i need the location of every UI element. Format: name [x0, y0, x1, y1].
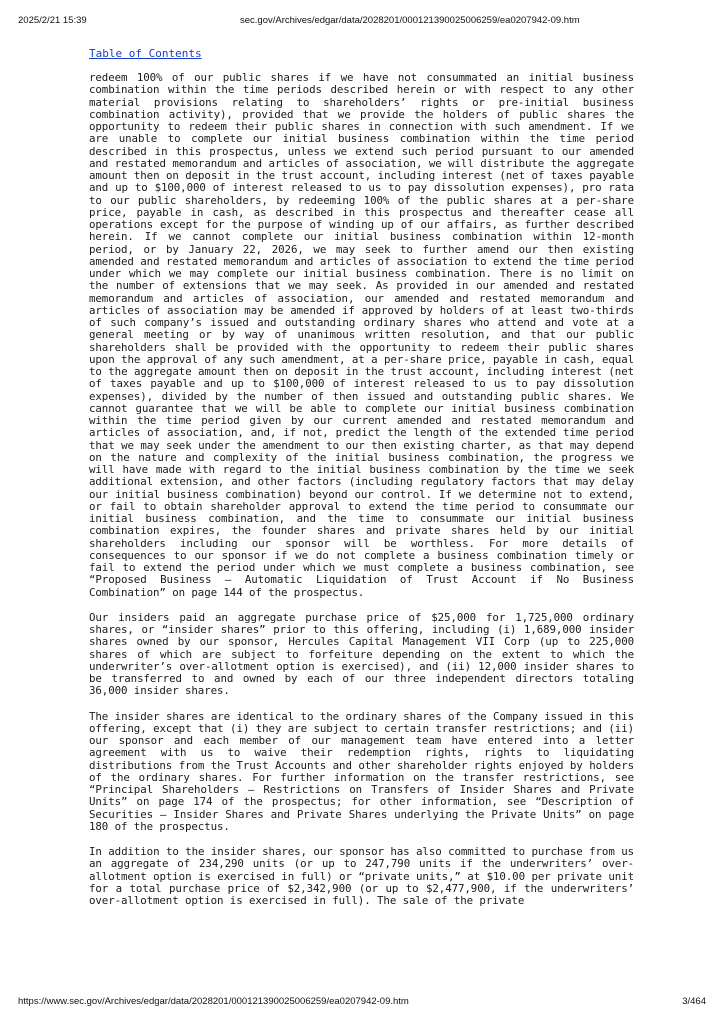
print-header-url: sec.gov/Archives/edgar/data/2028201/000121390025006259/ea0207942-09.htm	[240, 15, 580, 26]
paragraph-insider-purchase: Our insiders paid an aggregate purchase price of $25,000 for 1,725,000 ordinary shares, or “insider shares” prior to this offering, including (i) 1,689,000 insider shares owned by our sponsor, Hercules Capital Management VII Corp (up to 225,000 shares of which are subject to forfeiture depending on the extent to which the underwriter’s over-allotment option is exercised), and (ii) 12,000 insider shares to be transferred to and owned by each of our three independent directors totaling 36,000 insider shares.	[89, 610, 634, 698]
paragraph-redemption: redeem 100% of our public shares if we have not consummated an initial business combination within the time periods described herein or with respect to any other material provisions relating to shareholders’ rights or pre-initial business combination activity), provided that we provide the holders of public shares the opportunity to redeem their public shares in connection with such amendment. If we are unable to complete our initial business combination within the time period described in this prospectus, unless we extend such period pursuant to our amended and restated memorandum and articles of association, we will distribute the aggregate amount then on deposit in the trust account, including interest (net of taxes payable and up to $100,000 of interest released to us to pay dissolution expenses), pro rata to our public shareholders, by redeeming 100% of the public shares at a per-share price, payable in cash, as described in this prospectus and thereafter cease all operations except for the purpose of winding up of our affairs, as further described herein. If we cannot complete our initial business combination within 12-month period, or by January 22, 2026, we may seek to further amend our then existing amended and restated memorandum and articles of association to extend the time period under which we may complete our initial business combination. There is no limit on the number of extensions that we may seek. As provided in our amended and restated memorandum and articles of association, our amended and restated memorandum and articles of association may be amended if approved by holders of at least two-thirds of such company’s issued and outstanding ordinary shares who attend and vote at a general meeting or by way of unanimous written resolution, and that our public shareholders shall be provided with the opportunity to redeem their public shares upon the approval of any such amendment, at a per-share price, payable in cash, equal to the aggregate amount then on deposit in the trust account, including interest (net of taxes payable and up to $100,000 of interest released to us to pay dissolution expenses), divided by the number of then issued and outstanding public shares. We cannot guarantee that we will be able to complete our initial business combination within the time period given by our current amended and restated memorandum and articles of association, and, if not, predict the length of the extended time period that we may seek under the amendment to our then existing charter, as that may depend on the nature and complexity of the initial business combination, the progress we will have made with regard to the initial business combination by the time we seek additional extension, and other factors (including regulatory factors that may delay our initial business combination) beyond our control. If we determine not to extend, or fail to obtain shareholder approval to extend the time period to consummate our initial business combination, and the time to consummate our initial business combination expires, the founder shares and private shares held by our initial shareholders including our sponsor will be worthless. For more details of consequences to our sponsor if we do not complete a business combination timely or fail to extend the period under which we must complete a business combination, see “Proposed Business — Automatic Liquidation of Trust Account if No Business Combination” on page 144 of the prospectus.	[89, 71, 634, 599]
print-header	[18, 15, 706, 26]
print-footer-url: https://www.sec.gov/Archives/edgar/data/2028201/000121390025006259/ea0207942-09.htm	[18, 996, 409, 1007]
print-footer	[18, 996, 706, 1007]
document-body	[89, 42, 634, 920]
paragraph-private-units: In addition to the insider shares, our sponsor has also committed to purchase from us an aggregate of 234,290 units (or up to 247,790 units if the underwriters’ over-allotment option is exercised in full) or “private units,” at $10.00 per private unit for a total purchase price of $2,342,900 (or up to $2,477,900, if the underwriters’ over-allotment option is exercised in full). The sale of the private	[89, 845, 634, 907]
paragraph-insider-shares: The insider shares are identical to the ordinary shares of the Company issued in this offering, except that (i) they are subject to certain transfer restrictions; and (ii) our sponsor and each member of our management team have entered into a letter agreement with us to waive their redemption rights, rights to liquidating distributions from the Trust Accounts and other shareholder rights enjoyed by holders of the ordinary shares. For further information on the transfer restrictions, see “Principal Shareholders — Restrictions on Transfers of Insider Shares and Private Units” on page 174 of the prospectus; for other information, see “Description of Securities — Insider Shares and Private Shares underlying the Private Units” on page 180 of the prospectus.	[89, 709, 634, 833]
page-number: 3/464	[682, 996, 706, 1007]
print-timestamp: 2025/2/21 15:39	[18, 15, 87, 26]
table-of-contents-link[interactable]: Table of Contents	[89, 47, 202, 60]
